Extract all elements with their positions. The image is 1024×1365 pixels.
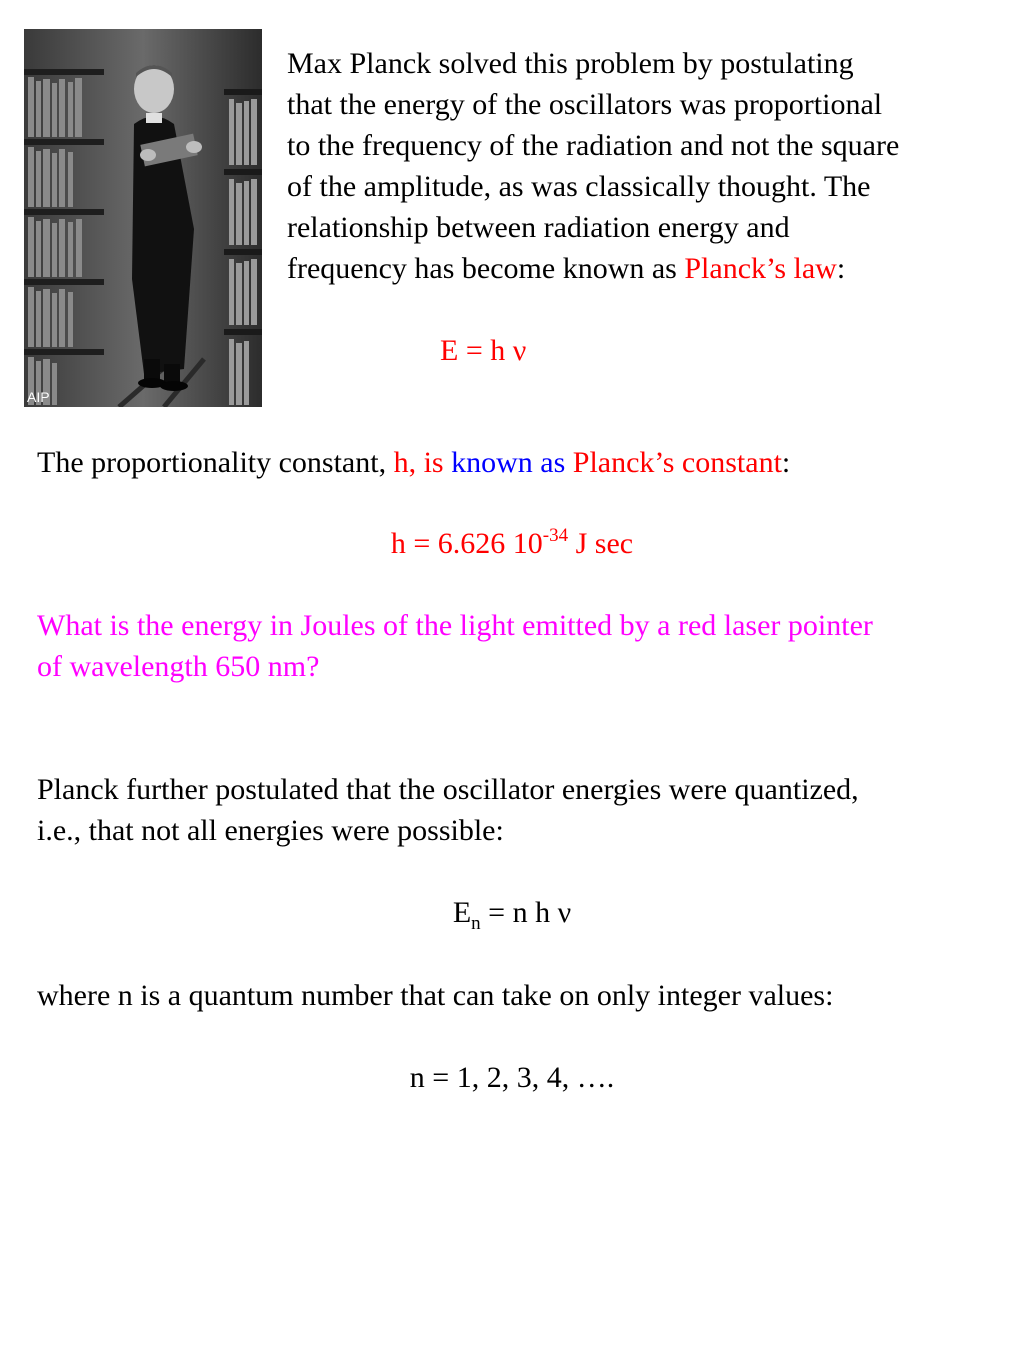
photo-credit: AIP (27, 389, 50, 405)
equation3-subscript: n (471, 913, 481, 934)
intro-line: to the frequency of the radiation and not the square (287, 129, 900, 162)
intro-paragraph (287, 43, 1007, 289)
constant-sentence-blue: known as (451, 446, 573, 479)
planck-photo (24, 29, 262, 407)
constant-sentence-suffix: : (781, 446, 791, 479)
constant-sentence (37, 442, 1007, 483)
intro-line: relationship between radiation energy and (287, 211, 790, 244)
quantum-number-values: n = 1, 2, 3, 4, …. (409, 1061, 615, 1094)
quantized-energy-equation (0, 892, 1024, 933)
question-paragraph (37, 605, 1007, 687)
plancks-law-term: Planck’s law (684, 252, 837, 285)
constant-sentence-prefix: The proportionality constant, (37, 446, 394, 479)
equation3-rest: = n h ν (480, 896, 572, 929)
plancks-constant-term: Planck’s constant (572, 446, 782, 479)
intro-line: that the energy of the oscillators was proportional (287, 88, 883, 121)
constant-sentence-line (37, 442, 1007, 483)
intro-line: Max Planck solved this problem by postulating (287, 47, 854, 80)
question-line: of wavelength 650 nm? (37, 650, 320, 683)
constant-value-unit: J sec (568, 527, 634, 560)
question-line: What is the energy in Joules of the light emitted by a red laser pointer (37, 609, 873, 642)
constant-sentence-red1: h, is (393, 446, 452, 479)
quantized-line: i.e., that not all energies were possible: (37, 814, 504, 847)
planck-law-equation: E = h ν (440, 334, 527, 367)
where-sentence: where n is a quantum number that can take on only integer values: (37, 979, 834, 1012)
library-photo-icon (24, 29, 262, 407)
constant-value-exponent: -34 (542, 525, 569, 546)
intro-last-line-prefix: frequency has become known as (287, 252, 685, 285)
intro-last-line (287, 248, 1007, 289)
equation3-base: E (452, 896, 472, 929)
quantized-line: Planck further postulated that the oscillator energies were quantized, (37, 773, 859, 806)
intro-last-line-suffix: : (836, 252, 846, 285)
constant-value-base: h = 6.626 10 (390, 527, 543, 560)
plancks-constant-value (0, 523, 1024, 564)
intro-line: of the amplitude, as was classically thought. The (287, 170, 871, 203)
quantized-paragraph (37, 769, 1007, 851)
